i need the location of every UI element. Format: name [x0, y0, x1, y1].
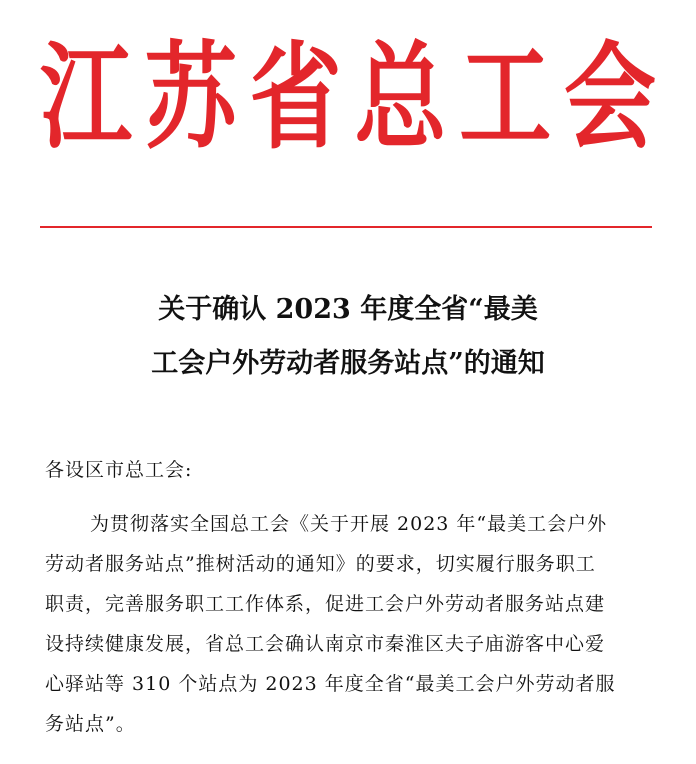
paragraph-line: 设持续健康发展，省总工会确认南京市秦淮区夫子庙游客中心爱 [45, 633, 606, 655]
document-masthead [40, 22, 656, 172]
masthead-char: 工 [459, 29, 552, 165]
salutation: 各设区市总工会: [45, 459, 193, 481]
body-paragraph [45, 504, 655, 744]
paragraph-line: 为贯彻落实全国总工会《关于开展 2023 年“最美工会户外 [90, 513, 608, 535]
paragraph-line: 职责，完善服务职工工作体系，促进工会户外劳动者服务站点建 [45, 593, 606, 615]
masthead-char: 会 [563, 29, 656, 165]
document-title [0, 283, 696, 391]
red-divider [40, 226, 652, 228]
masthead-char: 江 [40, 29, 133, 165]
title-line: 关于确认 2023 年度全省“最美 [158, 294, 538, 325]
masthead-char: 总 [354, 29, 447, 165]
masthead-char: 苏 [144, 29, 237, 165]
masthead-char: 省 [249, 29, 342, 165]
paragraph-line: 务站点”。 [45, 713, 136, 735]
title-line: 工会户外劳动者服务站点”的通知 [151, 348, 545, 379]
paragraph-line: 劳动者服务站点”推树活动的通知》的要求，切实履行服务职工 [45, 553, 596, 575]
paragraph-line: 心驿站等 310 个站点为 2023 年度全省“最美工会户外劳动者服 [45, 673, 616, 695]
